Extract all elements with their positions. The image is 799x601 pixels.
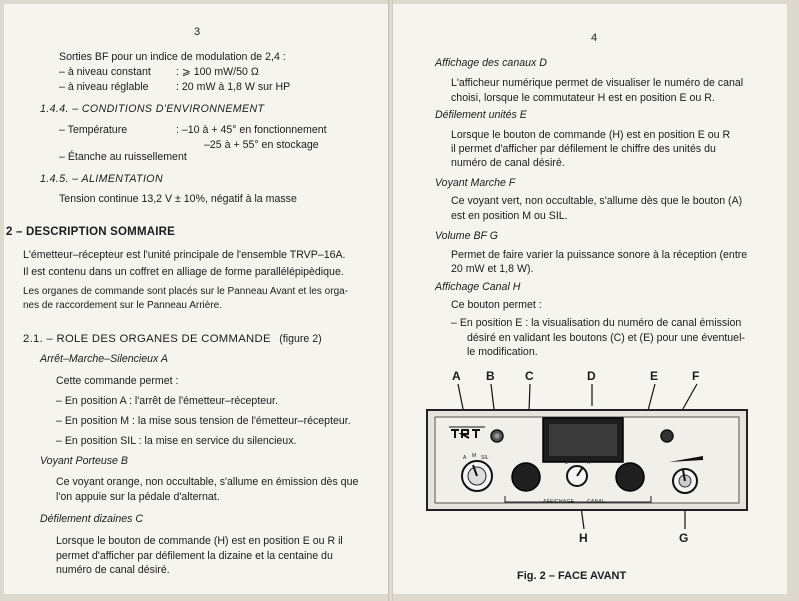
control-e-line: Lorsque le bouton de commande (H) est en position E ou R [451, 129, 731, 141]
knob-e [616, 463, 644, 491]
page-number-left: 3 [194, 26, 201, 38]
control-e-title: Défilement unités E [435, 109, 527, 121]
control-c-line: numéro de canal désiré. [56, 564, 170, 576]
outputs-title: Sorties BF pour un indice de modulation de 2,4 : [59, 51, 286, 63]
control-a-item: – En position SIL : la mise en service du silencieux. [56, 435, 297, 447]
control-h-intro: Ce bouton permet : [451, 299, 542, 311]
temperature-operating: : –10 à + 45° en fonctionnement [176, 124, 327, 136]
description-line: Les organes de commande sont placés sur le Panneau Avant et les orga- [23, 286, 349, 297]
switch-label-e: E [565, 460, 569, 466]
control-a-intro: Cette commande permet : [56, 375, 179, 387]
control-e-line: il permet d'afficher par défilement le chiffre des unités du [451, 143, 716, 155]
knob-c [512, 463, 540, 491]
callout-h: H [579, 531, 588, 545]
knob-a-label-a: A [463, 455, 467, 461]
temperature-storage: –25 à + 55° en stockage [204, 139, 319, 151]
section-heading-145: 1.4.5. – ALIMENTATION [40, 173, 164, 185]
indicator-b-lens [495, 434, 500, 439]
control-d-title: Affichage des canaux D [435, 57, 547, 69]
section-heading-2: 2 – DESCRIPTION SOMMAIRE [6, 226, 176, 238]
control-b-line: Ce voyant orange, non occultable, s'allume en émission dès que [56, 476, 359, 488]
control-h-line: le modification. [467, 346, 538, 358]
callout-b: B [486, 369, 495, 383]
knob-a-label-m: M [472, 453, 477, 459]
figure-caption: Fig. 2 – FACE AVANT [517, 570, 627, 582]
control-h-line: désiré en validant les boutons (C) et (E) pour une éventuel- [467, 332, 745, 344]
outputs-row-label: – à niveau réglable [59, 81, 149, 93]
outputs-row-value: : 20 mW à 1,8 W sur HP [176, 81, 291, 93]
callout-a: A [452, 369, 461, 383]
page-number-right: 4 [591, 32, 598, 44]
knob-a-label-sil: SIL [481, 455, 489, 461]
control-c-line: Lorsque le bouton de commande (H) est en position E ou R il [56, 535, 343, 547]
control-a-item: – En position A : l'arrêt de l'émetteur–récepteur. [56, 395, 278, 407]
control-a-item: – En position M : la mise sous tension de l'émetteur–récepteur. [56, 415, 351, 427]
section-heading-21-text: 2.1. – ROLE DES ORGANES DE COMMANDE [23, 333, 271, 345]
alimentation-text: Tension continue 13,2 V ± 10%, négatif à la masse [59, 193, 297, 205]
affichage-label: AFFICHAGE [543, 499, 575, 505]
control-b-title: Voyant Porteuse B [40, 455, 128, 467]
control-g-line: 20 mW et 1,8 W). [451, 263, 534, 275]
outputs-row-value: : ⩾ 100 mW/50 Ω [176, 66, 259, 78]
control-g-line: Permet de faire varier la puissance sonore à la réception (entre [451, 249, 748, 261]
outputs-row-label: – à niveau constant [59, 66, 151, 78]
control-b-line: l'on appuie sur la pédale d'alternat. [56, 491, 220, 503]
callout-f: F [692, 369, 700, 383]
description-line: L'émetteur–récepteur est l'unité principale de l'ensemble TRVP–16A. [23, 249, 346, 261]
canal-label: CANAL [587, 499, 606, 505]
control-d-line: choisi, lorsque le commutateur H est en position E ou R. [451, 92, 715, 104]
callout-d: D [587, 369, 596, 383]
callout-g: G [679, 531, 689, 545]
temperature-label: – Température [59, 124, 128, 136]
control-d-line: L'afficheur numérique permet de visualiser le numéro de canal [451, 77, 744, 89]
etanche-line: – Étanche au ruissellement [59, 151, 187, 163]
control-g-title: Volume BF G [435, 230, 498, 242]
switch-label-r: R [587, 460, 591, 466]
indicator-f [661, 430, 673, 442]
control-f-line: Ce voyant vert, non occultable, s'allume dès que le bouton (A) [451, 195, 743, 207]
section-heading-144: 1.4.4. – CONDITIONS D'ENVIRONNEMENT [40, 103, 265, 115]
control-h-title: Affichage Canal H [435, 281, 521, 293]
right-page [393, 4, 787, 594]
left-page [4, 4, 388, 594]
description-line: nes de raccordement sur le Panneau Arrière. [23, 300, 222, 311]
figure-reference: (figure 2) [279, 333, 322, 345]
section-heading-21 [23, 329, 322, 347]
control-c-title: Défilement dizaines C [40, 513, 144, 525]
control-h-line: – En position E : la visualisation du numéro de canal émission [451, 317, 742, 329]
control-c-line: permet d'afficher par défilement la dizaine et la centaine du [56, 550, 333, 562]
description-line: Il est contenu dans un coffret en alliage de forme parallélépipèdique. [23, 266, 344, 278]
control-f-line: est en position M ou SIL. [451, 210, 568, 222]
figure-front-panel [393, 364, 787, 564]
control-e-line: numéro de canal désiré. [451, 157, 565, 169]
control-a-title: Arrêt–Marche–Silencieux A [40, 353, 168, 365]
display-window [549, 424, 617, 456]
callout-e: E [650, 369, 659, 383]
callout-c: C [525, 369, 534, 383]
control-f-title: Voyant Marche F [435, 177, 516, 189]
